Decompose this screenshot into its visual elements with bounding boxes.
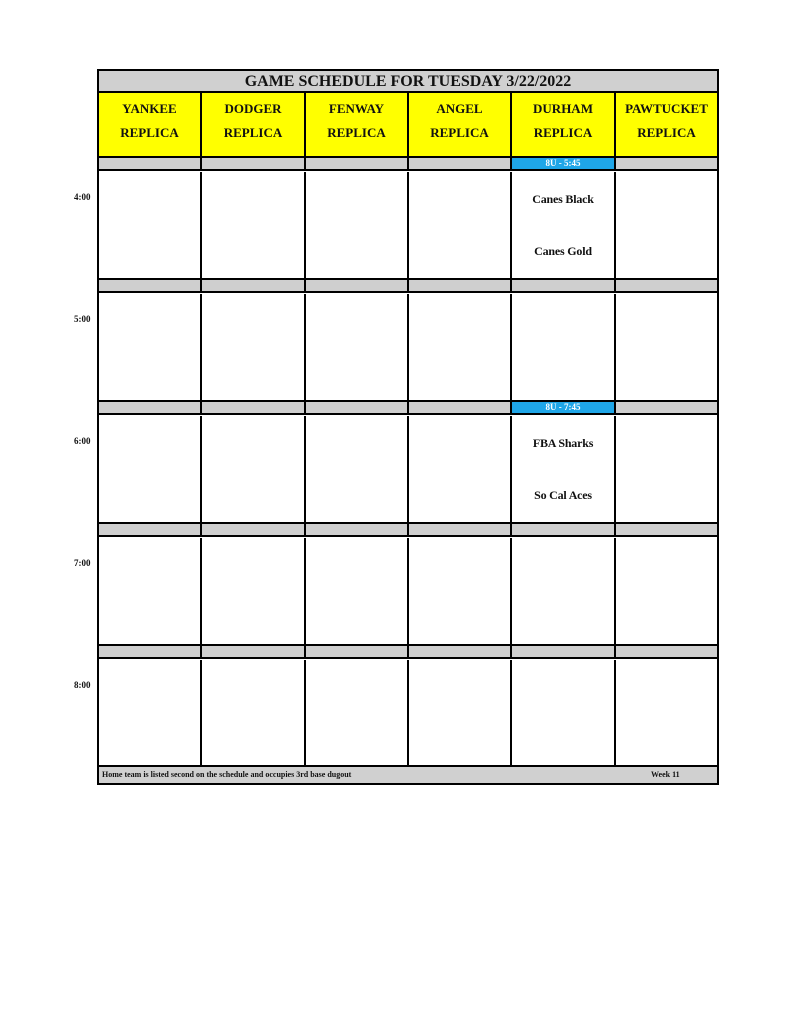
field-name: ANGEL <box>436 101 483 116</box>
time-slot-label: 7:00 <box>74 558 91 568</box>
field-name: DURHAM <box>533 101 593 116</box>
schedule-cell <box>99 660 202 766</box>
schedule-cell <box>202 172 306 278</box>
field-header <box>306 93 409 156</box>
slot-band <box>512 522 616 537</box>
page-title: GAME SCHEDULE FOR TUESDAY 3/22/2022 <box>99 71 717 93</box>
schedule-footer <box>99 765 717 783</box>
slot-band <box>306 644 409 659</box>
slot-band <box>616 644 717 659</box>
slot-band <box>306 278 409 293</box>
schedule-cell <box>512 416 616 522</box>
slot-band <box>409 156 512 171</box>
slot-band <box>512 278 616 293</box>
slot-band <box>512 644 616 659</box>
slot-band <box>202 156 306 171</box>
schedule-cell <box>202 294 306 400</box>
schedule-cell <box>512 172 616 278</box>
team-name: FBA Sharks <box>532 436 594 450</box>
field-name: DODGER <box>224 101 282 116</box>
team-name: So Cal Aces <box>534 488 592 502</box>
slot-band <box>202 522 306 537</box>
schedule-cell <box>409 172 512 278</box>
game-time-badge: 8U - 7:45 <box>512 400 616 415</box>
time-slot-label: 6:00 <box>74 436 91 446</box>
team-name: Canes Gold <box>534 244 592 258</box>
field-subtitle: REPLICA <box>120 125 179 140</box>
slot-band <box>99 644 202 659</box>
schedule-cell <box>306 294 409 400</box>
field-header <box>512 93 616 156</box>
schedule-cell <box>616 172 717 278</box>
schedule-cell <box>616 660 717 766</box>
slot-band <box>99 278 202 293</box>
field-name: YANKEE <box>122 101 177 116</box>
schedule-cell <box>616 294 717 400</box>
slot-band <box>202 400 306 415</box>
slot-band <box>616 400 717 415</box>
schedule-cell <box>99 172 202 278</box>
schedule-cell <box>99 294 202 400</box>
time-slot-label: 4:00 <box>74 192 91 202</box>
schedule-cell <box>306 172 409 278</box>
schedule-cell <box>306 538 409 644</box>
schedule-sheet <box>97 69 719 785</box>
field-header <box>99 93 202 156</box>
slot-band <box>202 278 306 293</box>
slot-band <box>409 400 512 415</box>
field-header <box>202 93 306 156</box>
week-label: Week 11 <box>651 770 680 779</box>
slot-band <box>409 522 512 537</box>
field-name: FENWAY <box>328 101 385 116</box>
field-subtitle: REPLICA <box>637 125 696 140</box>
slot-band <box>616 156 717 171</box>
footer-note: Home team is listed second on the schedule and occupies 3rd base dugout <box>102 770 352 779</box>
field-subtitle: REPLICA <box>533 125 593 140</box>
slot-band <box>306 400 409 415</box>
field-name: PAWTUCKET <box>625 101 708 116</box>
field-subtitle: REPLICA <box>327 125 386 140</box>
slot-band <box>99 522 202 537</box>
schedule-cell <box>616 538 717 644</box>
schedule-cell <box>202 660 306 766</box>
field-header <box>616 93 717 156</box>
schedule-cell <box>409 416 512 522</box>
schedule-cell <box>409 294 512 400</box>
slot-band <box>99 400 202 415</box>
slot-band <box>409 278 512 293</box>
field-subtitle: REPLICA <box>223 125 283 140</box>
schedule-cell <box>512 294 616 400</box>
schedule-cell <box>202 416 306 522</box>
schedule-cell <box>616 416 717 522</box>
schedule-cell <box>512 660 616 766</box>
schedule-cell <box>99 538 202 644</box>
schedule-cell <box>409 538 512 644</box>
game-time-badge: 8U - 5:45 <box>512 156 616 171</box>
field-header <box>409 93 512 156</box>
schedule-cell <box>99 416 202 522</box>
schedule-cell <box>202 538 306 644</box>
slot-band <box>616 522 717 537</box>
time-slot-label: 5:00 <box>74 314 91 324</box>
field-subtitle: REPLICA <box>430 125 489 140</box>
time-slot-label: 8:00 <box>74 680 91 690</box>
slot-band <box>616 278 717 293</box>
slot-band <box>306 156 409 171</box>
schedule-cell <box>512 538 616 644</box>
slot-band <box>202 644 306 659</box>
slot-band <box>306 522 409 537</box>
schedule-cell <box>409 660 512 766</box>
team-name: Canes Black <box>532 192 594 206</box>
schedule-cell <box>306 416 409 522</box>
schedule-cell <box>306 660 409 766</box>
slot-band <box>99 156 202 171</box>
slot-band <box>409 644 512 659</box>
